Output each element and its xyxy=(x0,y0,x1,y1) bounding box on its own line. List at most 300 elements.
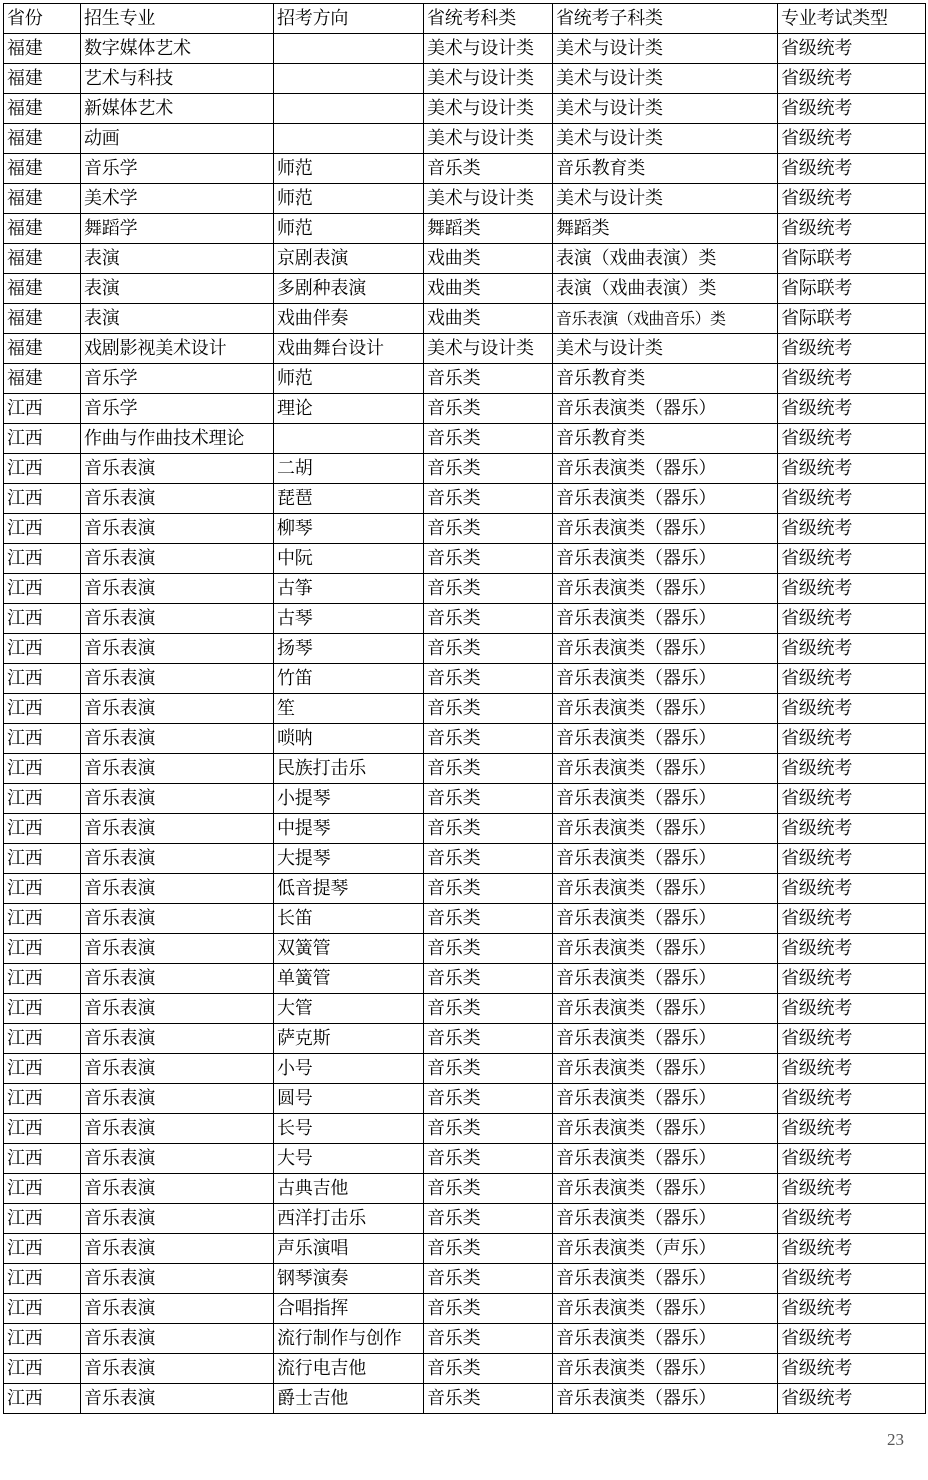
cell-province: 江西 xyxy=(4,844,81,874)
cell-exam-category: 音乐类 xyxy=(424,1114,553,1144)
cell-exam-subcategory: 音乐表演类（器乐） xyxy=(553,604,778,634)
cell-exam-category: 戏曲类 xyxy=(424,244,553,274)
cell-exam-type: 省级统考 xyxy=(778,34,926,64)
cell-major: 音乐表演 xyxy=(81,1354,274,1384)
cell-province: 江西 xyxy=(4,514,81,544)
cell-direction: 师范 xyxy=(274,154,424,184)
cell-exam-subcategory: 舞蹈类 xyxy=(553,214,778,244)
cell-province: 江西 xyxy=(4,784,81,814)
cell-exam-type: 省级统考 xyxy=(778,154,926,184)
table-row xyxy=(4,514,926,544)
cell-direction: 低音提琴 xyxy=(274,874,424,904)
cell-exam-type: 省级统考 xyxy=(778,514,926,544)
cell-direction: 竹笛 xyxy=(274,664,424,694)
cell-exam-category: 音乐类 xyxy=(424,724,553,754)
cell-major: 音乐表演 xyxy=(81,484,274,514)
table-row xyxy=(4,904,926,934)
cell-exam-subcategory: 美术与设计类 xyxy=(553,124,778,154)
table-row xyxy=(4,874,926,904)
cell-province: 江西 xyxy=(4,1204,81,1234)
cell-direction: 中提琴 xyxy=(274,814,424,844)
cell-direction: 合唱指挥 xyxy=(274,1294,424,1324)
cell-exam-category: 音乐类 xyxy=(424,784,553,814)
cell-major: 艺术与科技 xyxy=(81,64,274,94)
cell-province: 江西 xyxy=(4,1144,81,1174)
cell-direction: 古典吉他 xyxy=(274,1174,424,1204)
cell-direction: 长号 xyxy=(274,1114,424,1144)
cell-major: 新媒体艺术 xyxy=(81,94,274,124)
cell-exam-type: 省级统考 xyxy=(778,94,926,124)
cell-exam-category: 音乐类 xyxy=(424,154,553,184)
cell-exam-subcategory: 美术与设计类 xyxy=(553,34,778,64)
table-row xyxy=(4,1354,926,1384)
cell-province: 江西 xyxy=(4,1234,81,1264)
cell-major: 表演 xyxy=(81,304,274,334)
cell-direction xyxy=(274,424,424,454)
cell-province: 江西 xyxy=(4,694,81,724)
cell-exam-subcategory: 音乐表演类（器乐） xyxy=(553,1054,778,1084)
cell-exam-category: 音乐类 xyxy=(424,394,553,424)
cell-major: 音乐表演 xyxy=(81,604,274,634)
table-row xyxy=(4,214,926,244)
cell-direction: 双簧管 xyxy=(274,934,424,964)
cell-direction: 戏曲舞台设计 xyxy=(274,334,424,364)
cell-province: 福建 xyxy=(4,244,81,274)
cell-exam-type: 省级统考 xyxy=(778,694,926,724)
cell-exam-type: 省级统考 xyxy=(778,844,926,874)
cell-exam-category: 音乐类 xyxy=(424,1204,553,1234)
cell-major: 音乐表演 xyxy=(81,1264,274,1294)
cell-exam-type: 省级统考 xyxy=(778,394,926,424)
cell-province: 江西 xyxy=(4,754,81,784)
cell-exam-category: 音乐类 xyxy=(424,754,553,784)
cell-major: 音乐表演 xyxy=(81,814,274,844)
cell-exam-subcategory: 音乐表演类（器乐） xyxy=(553,514,778,544)
cell-exam-subcategory: 音乐表演类（器乐） xyxy=(553,754,778,784)
cell-exam-subcategory: 音乐表演类（器乐） xyxy=(553,964,778,994)
table-row xyxy=(4,334,926,364)
cell-major: 音乐学 xyxy=(81,154,274,184)
cell-exam-type: 省级统考 xyxy=(778,1174,926,1204)
cell-exam-category: 美术与设计类 xyxy=(424,184,553,214)
table-row xyxy=(4,1054,926,1084)
cell-exam-subcategory: 音乐表演类（器乐） xyxy=(553,634,778,664)
cell-direction: 萨克斯 xyxy=(274,1024,424,1054)
cell-exam-category: 音乐类 xyxy=(424,1354,553,1384)
cell-direction: 小提琴 xyxy=(274,784,424,814)
cell-exam-type: 省级统考 xyxy=(778,334,926,364)
table-header-row xyxy=(4,4,926,34)
cell-exam-subcategory: 音乐表演类（器乐） xyxy=(553,1114,778,1144)
cell-major: 数字媒体艺术 xyxy=(81,34,274,64)
cell-exam-category: 音乐类 xyxy=(424,424,553,454)
cell-direction: 小号 xyxy=(274,1054,424,1084)
cell-direction xyxy=(274,34,424,64)
table-row xyxy=(4,634,926,664)
cell-exam-subcategory: 音乐表演类（器乐） xyxy=(553,484,778,514)
cell-major: 音乐表演 xyxy=(81,694,274,724)
table-row xyxy=(4,964,926,994)
cell-major: 作曲与作曲技术理论 xyxy=(81,424,274,454)
table-row xyxy=(4,574,926,604)
cell-direction: 柳琴 xyxy=(274,514,424,544)
cell-exam-type: 省级统考 xyxy=(778,484,926,514)
cell-major: 音乐表演 xyxy=(81,1294,274,1324)
table-row xyxy=(4,94,926,124)
cell-province: 江西 xyxy=(4,574,81,604)
cell-exam-category: 音乐类 xyxy=(424,1264,553,1294)
cell-exam-subcategory: 美术与设计类 xyxy=(553,94,778,124)
cell-exam-type: 省级统考 xyxy=(778,604,926,634)
cell-direction: 唢呐 xyxy=(274,724,424,754)
cell-exam-category: 音乐类 xyxy=(424,1144,553,1174)
table-row xyxy=(4,244,926,274)
cell-direction: 理论 xyxy=(274,394,424,424)
cell-province: 福建 xyxy=(4,64,81,94)
cell-major: 音乐表演 xyxy=(81,1144,274,1174)
cell-major: 音乐表演 xyxy=(81,1024,274,1054)
header-major: 招生专业 xyxy=(81,4,274,34)
cell-exam-category: 音乐类 xyxy=(424,544,553,574)
cell-direction: 圆号 xyxy=(274,1084,424,1114)
cell-major: 音乐表演 xyxy=(81,904,274,934)
cell-province: 江西 xyxy=(4,1324,81,1354)
table-row xyxy=(4,814,926,844)
cell-province: 福建 xyxy=(4,364,81,394)
cell-province: 江西 xyxy=(4,934,81,964)
cell-major: 表演 xyxy=(81,274,274,304)
cell-exam-category: 音乐类 xyxy=(424,844,553,874)
table-row xyxy=(4,754,926,784)
table-row xyxy=(4,1324,926,1354)
cell-province: 江西 xyxy=(4,994,81,1024)
table-row xyxy=(4,64,926,94)
cell-major: 音乐表演 xyxy=(81,934,274,964)
cell-major: 音乐表演 xyxy=(81,634,274,664)
table-row xyxy=(4,1144,926,1174)
cell-direction: 扬琴 xyxy=(274,634,424,664)
cell-exam-category: 音乐类 xyxy=(424,994,553,1024)
cell-exam-subcategory: 美术与设计类 xyxy=(553,184,778,214)
cell-province: 江西 xyxy=(4,964,81,994)
cell-exam-subcategory: 音乐表演类（器乐） xyxy=(553,1144,778,1174)
header-exam-subcategory: 省统考子科类 xyxy=(553,4,778,34)
cell-exam-subcategory: 音乐表演类（器乐） xyxy=(553,1294,778,1324)
cell-direction: 大管 xyxy=(274,994,424,1024)
cell-province: 江西 xyxy=(4,1174,81,1204)
cell-province: 江西 xyxy=(4,874,81,904)
cell-direction: 长笛 xyxy=(274,904,424,934)
table-row xyxy=(4,664,926,694)
cell-major: 音乐表演 xyxy=(81,784,274,814)
cell-direction: 京剧表演 xyxy=(274,244,424,274)
cell-exam-type: 省际联考 xyxy=(778,244,926,274)
cell-exam-category: 音乐类 xyxy=(424,1234,553,1264)
cell-exam-type: 省级统考 xyxy=(778,994,926,1024)
cell-direction: 西洋打击乐 xyxy=(274,1204,424,1234)
cell-major: 动画 xyxy=(81,124,274,154)
cell-exam-subcategory: 表演（戏曲表演）类 xyxy=(553,244,778,274)
cell-major: 音乐表演 xyxy=(81,1204,274,1234)
cell-exam-type: 省级统考 xyxy=(778,784,926,814)
cell-exam-type: 省级统考 xyxy=(778,454,926,484)
cell-exam-subcategory: 音乐表演类（器乐） xyxy=(553,1354,778,1384)
table-row xyxy=(4,1234,926,1264)
cell-major: 表演 xyxy=(81,244,274,274)
cell-exam-category: 音乐类 xyxy=(424,694,553,724)
cell-major: 音乐表演 xyxy=(81,664,274,694)
cell-exam-subcategory: 音乐表演类（器乐） xyxy=(553,1174,778,1204)
cell-direction: 多剧种表演 xyxy=(274,274,424,304)
cell-direction xyxy=(274,124,424,154)
cell-province: 江西 xyxy=(4,1384,81,1414)
cell-exam-type: 省级统考 xyxy=(778,964,926,994)
cell-exam-subcategory: 音乐表演类（器乐） xyxy=(553,904,778,934)
table-row xyxy=(4,1174,926,1204)
cell-province: 江西 xyxy=(4,1114,81,1144)
cell-province: 江西 xyxy=(4,1354,81,1384)
page-number: 23 xyxy=(887,1430,904,1449)
header-province: 省份 xyxy=(4,4,81,34)
cell-exam-type: 省际联考 xyxy=(778,274,926,304)
cell-exam-category: 美术与设计类 xyxy=(424,34,553,64)
cell-exam-subcategory: 音乐表演类（器乐） xyxy=(553,724,778,754)
cell-exam-subcategory: 音乐表演类（器乐） xyxy=(553,784,778,814)
cell-exam-type: 省级统考 xyxy=(778,424,926,454)
cell-major: 音乐表演 xyxy=(81,574,274,604)
cell-exam-subcategory: 音乐表演类（器乐） xyxy=(553,1204,778,1234)
cell-exam-type: 省级统考 xyxy=(778,214,926,244)
cell-exam-type: 省级统考 xyxy=(778,1084,926,1114)
cell-exam-category: 美术与设计类 xyxy=(424,94,553,124)
cell-exam-category: 美术与设计类 xyxy=(424,334,553,364)
cell-exam-type: 省级统考 xyxy=(778,544,926,574)
cell-direction: 琵琶 xyxy=(274,484,424,514)
cell-exam-type: 省级统考 xyxy=(778,1114,926,1144)
cell-province: 福建 xyxy=(4,184,81,214)
cell-exam-subcategory: 音乐表演类（器乐） xyxy=(553,574,778,604)
cell-exam-category: 音乐类 xyxy=(424,1384,553,1414)
cell-exam-subcategory: 音乐教育类 xyxy=(553,364,778,394)
cell-exam-category: 音乐类 xyxy=(424,364,553,394)
cell-exam-subcategory: 音乐表演类（声乐） xyxy=(553,1234,778,1264)
cell-province: 福建 xyxy=(4,124,81,154)
cell-exam-subcategory: 音乐表演类（器乐） xyxy=(553,694,778,724)
cell-exam-category: 美术与设计类 xyxy=(424,124,553,154)
table-row xyxy=(4,364,926,394)
cell-exam-type: 省际联考 xyxy=(778,304,926,334)
cell-exam-category: 音乐类 xyxy=(424,1054,553,1084)
cell-exam-category: 音乐类 xyxy=(424,1174,553,1204)
header-direction: 招考方向 xyxy=(274,4,424,34)
table-row xyxy=(4,934,926,964)
cell-exam-category: 戏曲类 xyxy=(424,304,553,334)
cell-province: 江西 xyxy=(4,1294,81,1324)
cell-exam-category: 音乐类 xyxy=(424,814,553,844)
table-row xyxy=(4,1384,926,1414)
cell-direction xyxy=(274,94,424,124)
cell-exam-type: 省级统考 xyxy=(778,634,926,664)
cell-exam-category: 舞蹈类 xyxy=(424,214,553,244)
cell-province: 江西 xyxy=(4,1024,81,1054)
cell-direction: 师范 xyxy=(274,214,424,244)
table-row xyxy=(4,1084,926,1114)
cell-major: 音乐表演 xyxy=(81,964,274,994)
table-row xyxy=(4,154,926,184)
cell-exam-subcategory: 音乐表演类（器乐） xyxy=(553,1084,778,1114)
cell-exam-subcategory: 美术与设计类 xyxy=(553,64,778,94)
cell-exam-type: 省级统考 xyxy=(778,934,926,964)
cell-major: 音乐表演 xyxy=(81,1324,274,1354)
cell-direction: 古琴 xyxy=(274,604,424,634)
cell-major: 音乐表演 xyxy=(81,454,274,484)
cell-exam-subcategory: 音乐表演类（器乐） xyxy=(553,394,778,424)
cell-direction: 民族打击乐 xyxy=(274,754,424,784)
cell-major: 音乐表演 xyxy=(81,994,274,1024)
cell-exam-type: 省级统考 xyxy=(778,724,926,754)
cell-direction: 爵士吉他 xyxy=(274,1384,424,1414)
cell-exam-subcategory: 音乐表演类（器乐） xyxy=(553,1384,778,1414)
cell-major: 音乐学 xyxy=(81,364,274,394)
cell-direction xyxy=(274,64,424,94)
cell-exam-category: 戏曲类 xyxy=(424,274,553,304)
cell-direction: 单簧管 xyxy=(274,964,424,994)
cell-exam-subcategory: 音乐教育类 xyxy=(553,154,778,184)
cell-major: 音乐表演 xyxy=(81,514,274,544)
cell-direction: 中阮 xyxy=(274,544,424,574)
cell-direction: 声乐演唱 xyxy=(274,1234,424,1264)
cell-major: 音乐表演 xyxy=(81,1384,274,1414)
cell-exam-subcategory: 音乐表演类（器乐） xyxy=(553,814,778,844)
admissions-table xyxy=(3,3,926,1414)
cell-province: 福建 xyxy=(4,214,81,244)
cell-exam-type: 省级统考 xyxy=(778,64,926,94)
cell-exam-type: 省级统考 xyxy=(778,124,926,154)
cell-exam-category: 音乐类 xyxy=(424,1024,553,1054)
cell-exam-subcategory: 音乐表演类（器乐） xyxy=(553,934,778,964)
table-row xyxy=(4,484,926,514)
table-row xyxy=(4,844,926,874)
cell-exam-category: 音乐类 xyxy=(424,934,553,964)
cell-exam-subcategory: 美术与设计类 xyxy=(553,334,778,364)
cell-exam-subcategory: 音乐表演类（器乐） xyxy=(553,844,778,874)
table-row xyxy=(4,994,926,1024)
table-row xyxy=(4,1114,926,1144)
cell-province: 福建 xyxy=(4,304,81,334)
cell-direction: 流行制作与创作 xyxy=(274,1324,424,1354)
cell-exam-category: 音乐类 xyxy=(424,454,553,484)
table-row xyxy=(4,394,926,424)
cell-exam-subcategory: 音乐表演类（器乐） xyxy=(553,874,778,904)
cell-exam-subcategory: 音乐表演类（器乐） xyxy=(553,1024,778,1054)
cell-exam-type: 省级统考 xyxy=(778,664,926,694)
cell-exam-type: 省级统考 xyxy=(778,1234,926,1264)
cell-province: 江西 xyxy=(4,814,81,844)
cell-exam-subcategory: 音乐表演类（器乐） xyxy=(553,994,778,1024)
cell-exam-category: 音乐类 xyxy=(424,1294,553,1324)
cell-exam-type: 省级统考 xyxy=(778,1324,926,1354)
table-row xyxy=(4,124,926,154)
cell-exam-type: 省级统考 xyxy=(778,814,926,844)
cell-province: 江西 xyxy=(4,664,81,694)
cell-major: 音乐表演 xyxy=(81,874,274,904)
cell-exam-subcategory: 表演（戏曲表演）类 xyxy=(553,274,778,304)
cell-exam-subcategory: 音乐表演类（器乐） xyxy=(553,1264,778,1294)
cell-major: 音乐表演 xyxy=(81,1054,274,1084)
cell-direction: 钢琴演奏 xyxy=(274,1264,424,1294)
cell-major: 音乐表演 xyxy=(81,754,274,784)
cell-province: 福建 xyxy=(4,34,81,64)
cell-exam-subcategory: 音乐表演类（器乐） xyxy=(553,454,778,484)
cell-province: 江西 xyxy=(4,484,81,514)
cell-province: 江西 xyxy=(4,394,81,424)
cell-province: 江西 xyxy=(4,604,81,634)
cell-exam-type: 省级统考 xyxy=(778,1144,926,1174)
table-row xyxy=(4,544,926,574)
cell-direction: 师范 xyxy=(274,364,424,394)
table-row xyxy=(4,784,926,814)
cell-exam-category: 美术与设计类 xyxy=(424,64,553,94)
cell-exam-subcategory: 音乐表演类（器乐） xyxy=(553,544,778,574)
cell-province: 江西 xyxy=(4,1084,81,1114)
cell-province: 福建 xyxy=(4,94,81,124)
table-row xyxy=(4,694,926,724)
cell-exam-category: 音乐类 xyxy=(424,484,553,514)
cell-major: 音乐表演 xyxy=(81,844,274,874)
table-body xyxy=(4,34,926,1414)
cell-province: 江西 xyxy=(4,424,81,454)
cell-exam-type: 省级统考 xyxy=(778,904,926,934)
cell-exam-category: 音乐类 xyxy=(424,964,553,994)
cell-major: 音乐表演 xyxy=(81,724,274,754)
cell-major: 舞蹈学 xyxy=(81,214,274,244)
cell-exam-category: 音乐类 xyxy=(424,1084,553,1114)
cell-direction: 笙 xyxy=(274,694,424,724)
cell-exam-type: 省级统考 xyxy=(778,1054,926,1084)
cell-exam-category: 音乐类 xyxy=(424,514,553,544)
cell-exam-type: 省级统考 xyxy=(778,874,926,904)
table-row xyxy=(4,454,926,484)
cell-direction: 古筝 xyxy=(274,574,424,604)
table-row xyxy=(4,34,926,64)
cell-province: 江西 xyxy=(4,634,81,664)
cell-province: 福建 xyxy=(4,334,81,364)
table-row xyxy=(4,1024,926,1054)
cell-exam-category: 音乐类 xyxy=(424,604,553,634)
cell-exam-subcategory: 音乐教育类 xyxy=(553,424,778,454)
cell-exam-subcategory: 音乐表演类（器乐） xyxy=(553,664,778,694)
cell-exam-category: 音乐类 xyxy=(424,664,553,694)
cell-exam-category: 音乐类 xyxy=(424,634,553,664)
cell-major: 戏剧影视美术设计 xyxy=(81,334,274,364)
cell-exam-category: 音乐类 xyxy=(424,904,553,934)
cell-province: 江西 xyxy=(4,1054,81,1084)
cell-province: 江西 xyxy=(4,1264,81,1294)
cell-major: 音乐表演 xyxy=(81,1114,274,1144)
cell-major: 美术学 xyxy=(81,184,274,214)
cell-direction: 流行电吉他 xyxy=(274,1354,424,1384)
cell-exam-type: 省级统考 xyxy=(778,364,926,394)
cell-direction: 二胡 xyxy=(274,454,424,484)
cell-exam-type: 省级统考 xyxy=(778,574,926,604)
cell-major: 音乐表演 xyxy=(81,1084,274,1114)
cell-province: 福建 xyxy=(4,274,81,304)
table-row xyxy=(4,1294,926,1324)
table-row xyxy=(4,724,926,754)
header-exam-type: 专业考试类型 xyxy=(778,4,926,34)
cell-major: 音乐表演 xyxy=(81,1174,274,1204)
cell-major: 音乐学 xyxy=(81,394,274,424)
